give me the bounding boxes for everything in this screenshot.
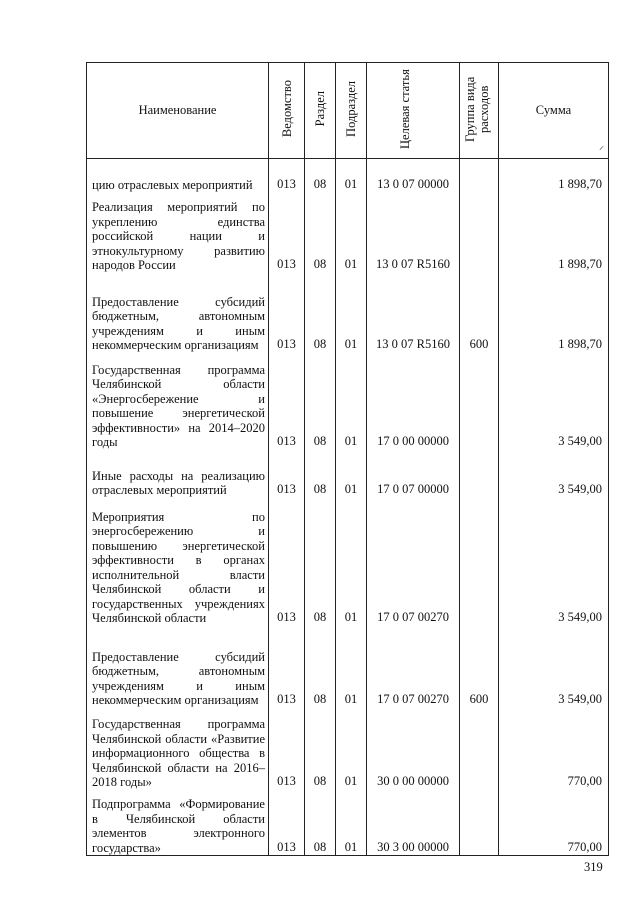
table-row — [87, 708, 609, 790]
row-name: цию отраслевых мероприятий — [87, 159, 269, 193]
row-amount: 3 549,00 — [499, 353, 609, 450]
row-group — [460, 193, 499, 273]
row-subsection: 01 — [336, 626, 367, 708]
row-section: 08 — [305, 450, 336, 498]
row-group — [460, 450, 499, 498]
row-department: 013 — [269, 193, 305, 273]
table-row — [87, 159, 609, 193]
row-subsection: 01 — [336, 193, 367, 273]
row-section: 08 — [305, 193, 336, 273]
row-department: 013 — [269, 626, 305, 708]
header-target-article-label: Целевая статья — [398, 68, 412, 149]
header-name-label: Наименование — [138, 103, 217, 118]
row-section: 08 — [305, 273, 336, 353]
header-name — [87, 63, 269, 159]
header-amount — [499, 63, 609, 159]
row-subsection: 01 — [336, 498, 367, 626]
header-department — [269, 63, 305, 159]
row-target: 30 0 00 00000 — [367, 708, 460, 790]
row-target: 13 0 07 R5160 — [367, 273, 460, 353]
row-amount: 3 549,00 — [499, 450, 609, 498]
row-subsection: 01 — [336, 353, 367, 450]
row-section: 08 — [305, 626, 336, 708]
row-name: Подпрограмма «Формирование в Челябинской области элементов электронного государства» — [87, 790, 269, 856]
row-section: 08 — [305, 353, 336, 450]
row-section: 08 — [305, 790, 336, 856]
row-amount: 3 549,00 — [499, 498, 609, 626]
table-row — [87, 790, 609, 856]
header-expense-group — [460, 63, 499, 159]
row-amount: 770,00 — [499, 790, 609, 856]
header-subsection-label: Подраздел — [344, 80, 358, 137]
row-subsection: 01 — [336, 273, 367, 353]
header-section — [305, 63, 336, 159]
table-row — [87, 193, 609, 273]
header-target-article — [367, 63, 460, 159]
table-row — [87, 626, 609, 708]
row-department: 013 — [269, 708, 305, 790]
row-group: 600 — [460, 273, 499, 353]
row-section: 08 — [305, 159, 336, 193]
row-name: Государственная программа Челябинской области «Энергосбережение и повышение энергетической эффективности» на 2014–2020 годы — [87, 353, 269, 450]
row-department: 013 — [269, 450, 305, 498]
row-amount: 1 898,70 — [499, 273, 609, 353]
row-target: 17 0 07 00270 — [367, 498, 460, 626]
row-name: Государственная программа Челябинской области «Развитие информационного общества в Челябинской области на 2016–2018 годы» — [87, 708, 269, 790]
header-subsection — [336, 63, 367, 159]
row-group — [460, 790, 499, 856]
row-group — [460, 159, 499, 193]
row-amount: 3 549,00 — [499, 626, 609, 708]
row-target: 13 0 07 R5160 — [367, 193, 460, 273]
row-department: 013 — [269, 273, 305, 353]
header-section-label: Раздел — [313, 91, 327, 127]
row-subsection: 01 — [336, 450, 367, 498]
row-target: 17 0 00 00000 — [367, 353, 460, 450]
row-amount: 1 898,70 — [499, 193, 609, 273]
row-name: Предоставление субсидий бюджетным, автономным учреждениям и иным некоммерческим организациям — [87, 626, 269, 708]
row-target: 17 0 07 00000 — [367, 450, 460, 498]
row-group — [460, 708, 499, 790]
header-amount-label: Сумма — [535, 103, 572, 118]
row-name: Иные расходы на реализацию отраслевых мероприятий — [87, 450, 269, 498]
row-amount: 770,00 — [499, 708, 609, 790]
row-department: 013 — [269, 498, 305, 626]
row-subsection: 01 — [336, 159, 367, 193]
row-subsection: 01 — [336, 790, 367, 856]
budget-table — [86, 62, 609, 856]
row-subsection: 01 — [336, 708, 367, 790]
scan-mark: ⸝ — [599, 140, 604, 152]
row-group — [460, 353, 499, 450]
row-amount: 1 898,70 — [499, 159, 609, 193]
row-department: 013 — [269, 790, 305, 856]
row-name: Предоставление субсидий бюджетным, автономным учреждениям и иным некоммерческим организациям — [87, 273, 269, 353]
table-row — [87, 353, 609, 450]
row-group: 600 — [460, 626, 499, 708]
row-target: 17 0 07 00270 — [367, 626, 460, 708]
table-row — [87, 273, 609, 353]
row-name: Реализация мероприятий по укреплению единства российской нации и этнокультурному развитию народов России — [87, 193, 269, 273]
row-group — [460, 498, 499, 626]
row-section: 08 — [305, 498, 336, 626]
row-target: 30 3 00 00000 — [367, 790, 460, 856]
row-section: 08 — [305, 708, 336, 790]
table-row — [87, 450, 609, 498]
row-department: 013 — [269, 159, 305, 193]
table-header-row — [87, 63, 609, 159]
header-expense-group-label: Группа вида расходов — [463, 76, 491, 142]
table-row — [87, 498, 609, 626]
page-number: 319 — [584, 860, 603, 874]
row-target: 13 0 07 00000 — [367, 159, 460, 193]
row-name: Мероприятия по энергосбережению и повышению энергетической эффективности в органах исполнительной власти Челябинской области и государственных учреждениях Челябинской области — [87, 498, 269, 626]
header-department-label: Ведомство — [279, 80, 294, 138]
row-department: 013 — [269, 353, 305, 450]
